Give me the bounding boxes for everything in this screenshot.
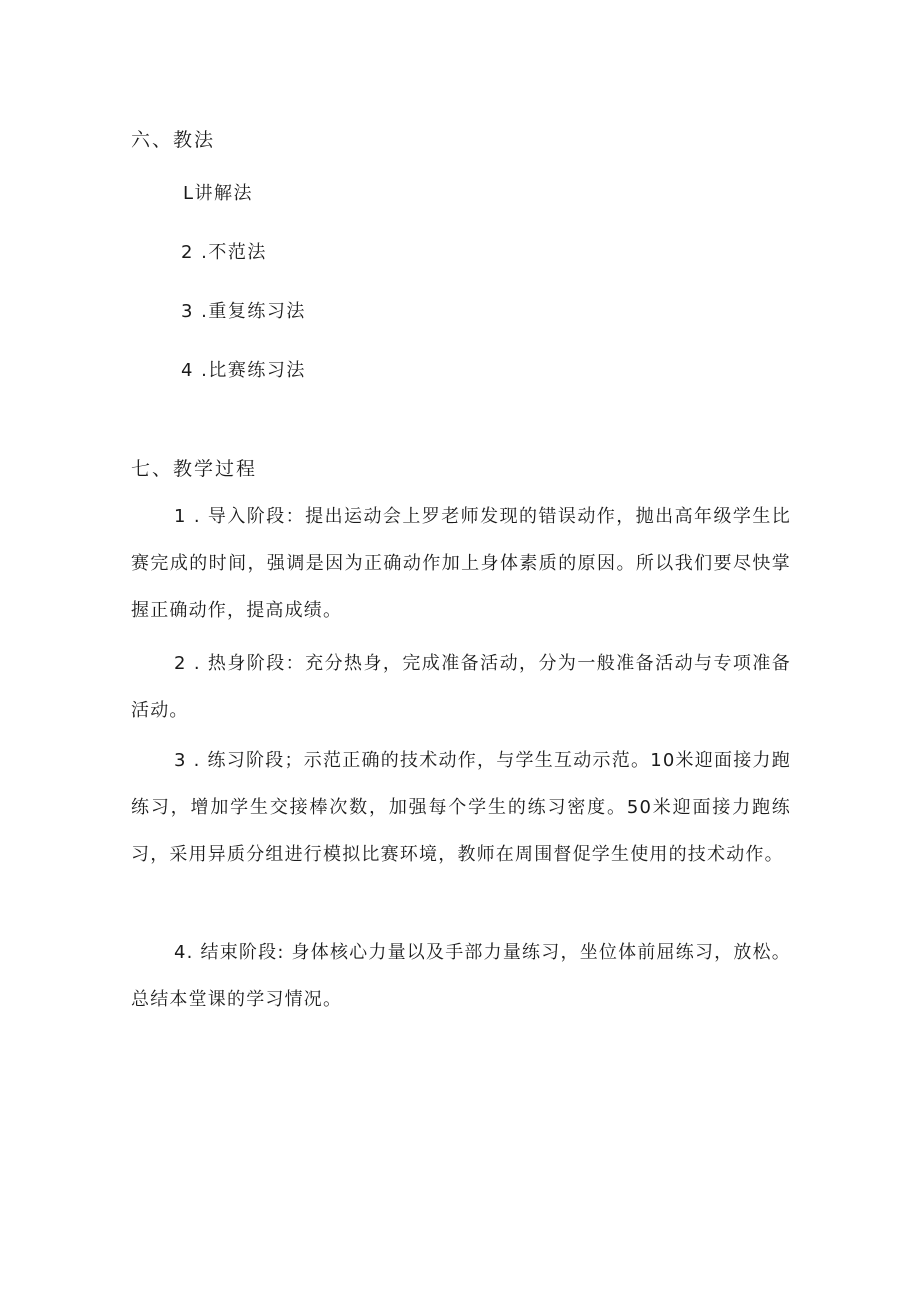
paragraph-warmup-stage: 2 . 热身阶段：充分热身，完成准备活动，分为一般准备活动与专项准备活动。 — [131, 653, 791, 721]
paragraph-closing-stage: 4. 结束阶段: 身体核心力量以及手部力量练习，坐位体前屈练习，放松。总结本堂课的学习情况。 — [131, 942, 791, 1010]
method-item-demonstration: 2 .不范法 — [181, 242, 267, 263]
paragraph-practice-stage: 3 . 练习阶段；示范正确的技术动作，与学生互动示范。10米迎面接力跑练习，增加学生交接棒次数，加强每个学生的练习密度。50米迎面接力跑练习，采用异质分组进行模拟比赛环境，教师在周围督促学生使用的技术动作。 — [131, 750, 791, 865]
method-item-repetition-practice: 3 .重复练习法 — [181, 301, 306, 322]
section-heading-teaching-process: 七、教学过程 — [131, 458, 258, 480]
method-item-explanation: L讲解法 — [183, 183, 254, 204]
method-item-competition-practice: 4 .比赛练习法 — [181, 360, 306, 381]
paragraph-introduction-stage: 1 . 导入阶段：提出运动会上罗老师发现的错误动作，抛出高年级学生比赛完成的时间，强调是因为正确动作加上身体素质的原因。所以我们要尽快掌握正确动作，提高成绩。 — [131, 506, 791, 621]
section-heading-teaching-methods: 六、教法 — [131, 129, 216, 151]
